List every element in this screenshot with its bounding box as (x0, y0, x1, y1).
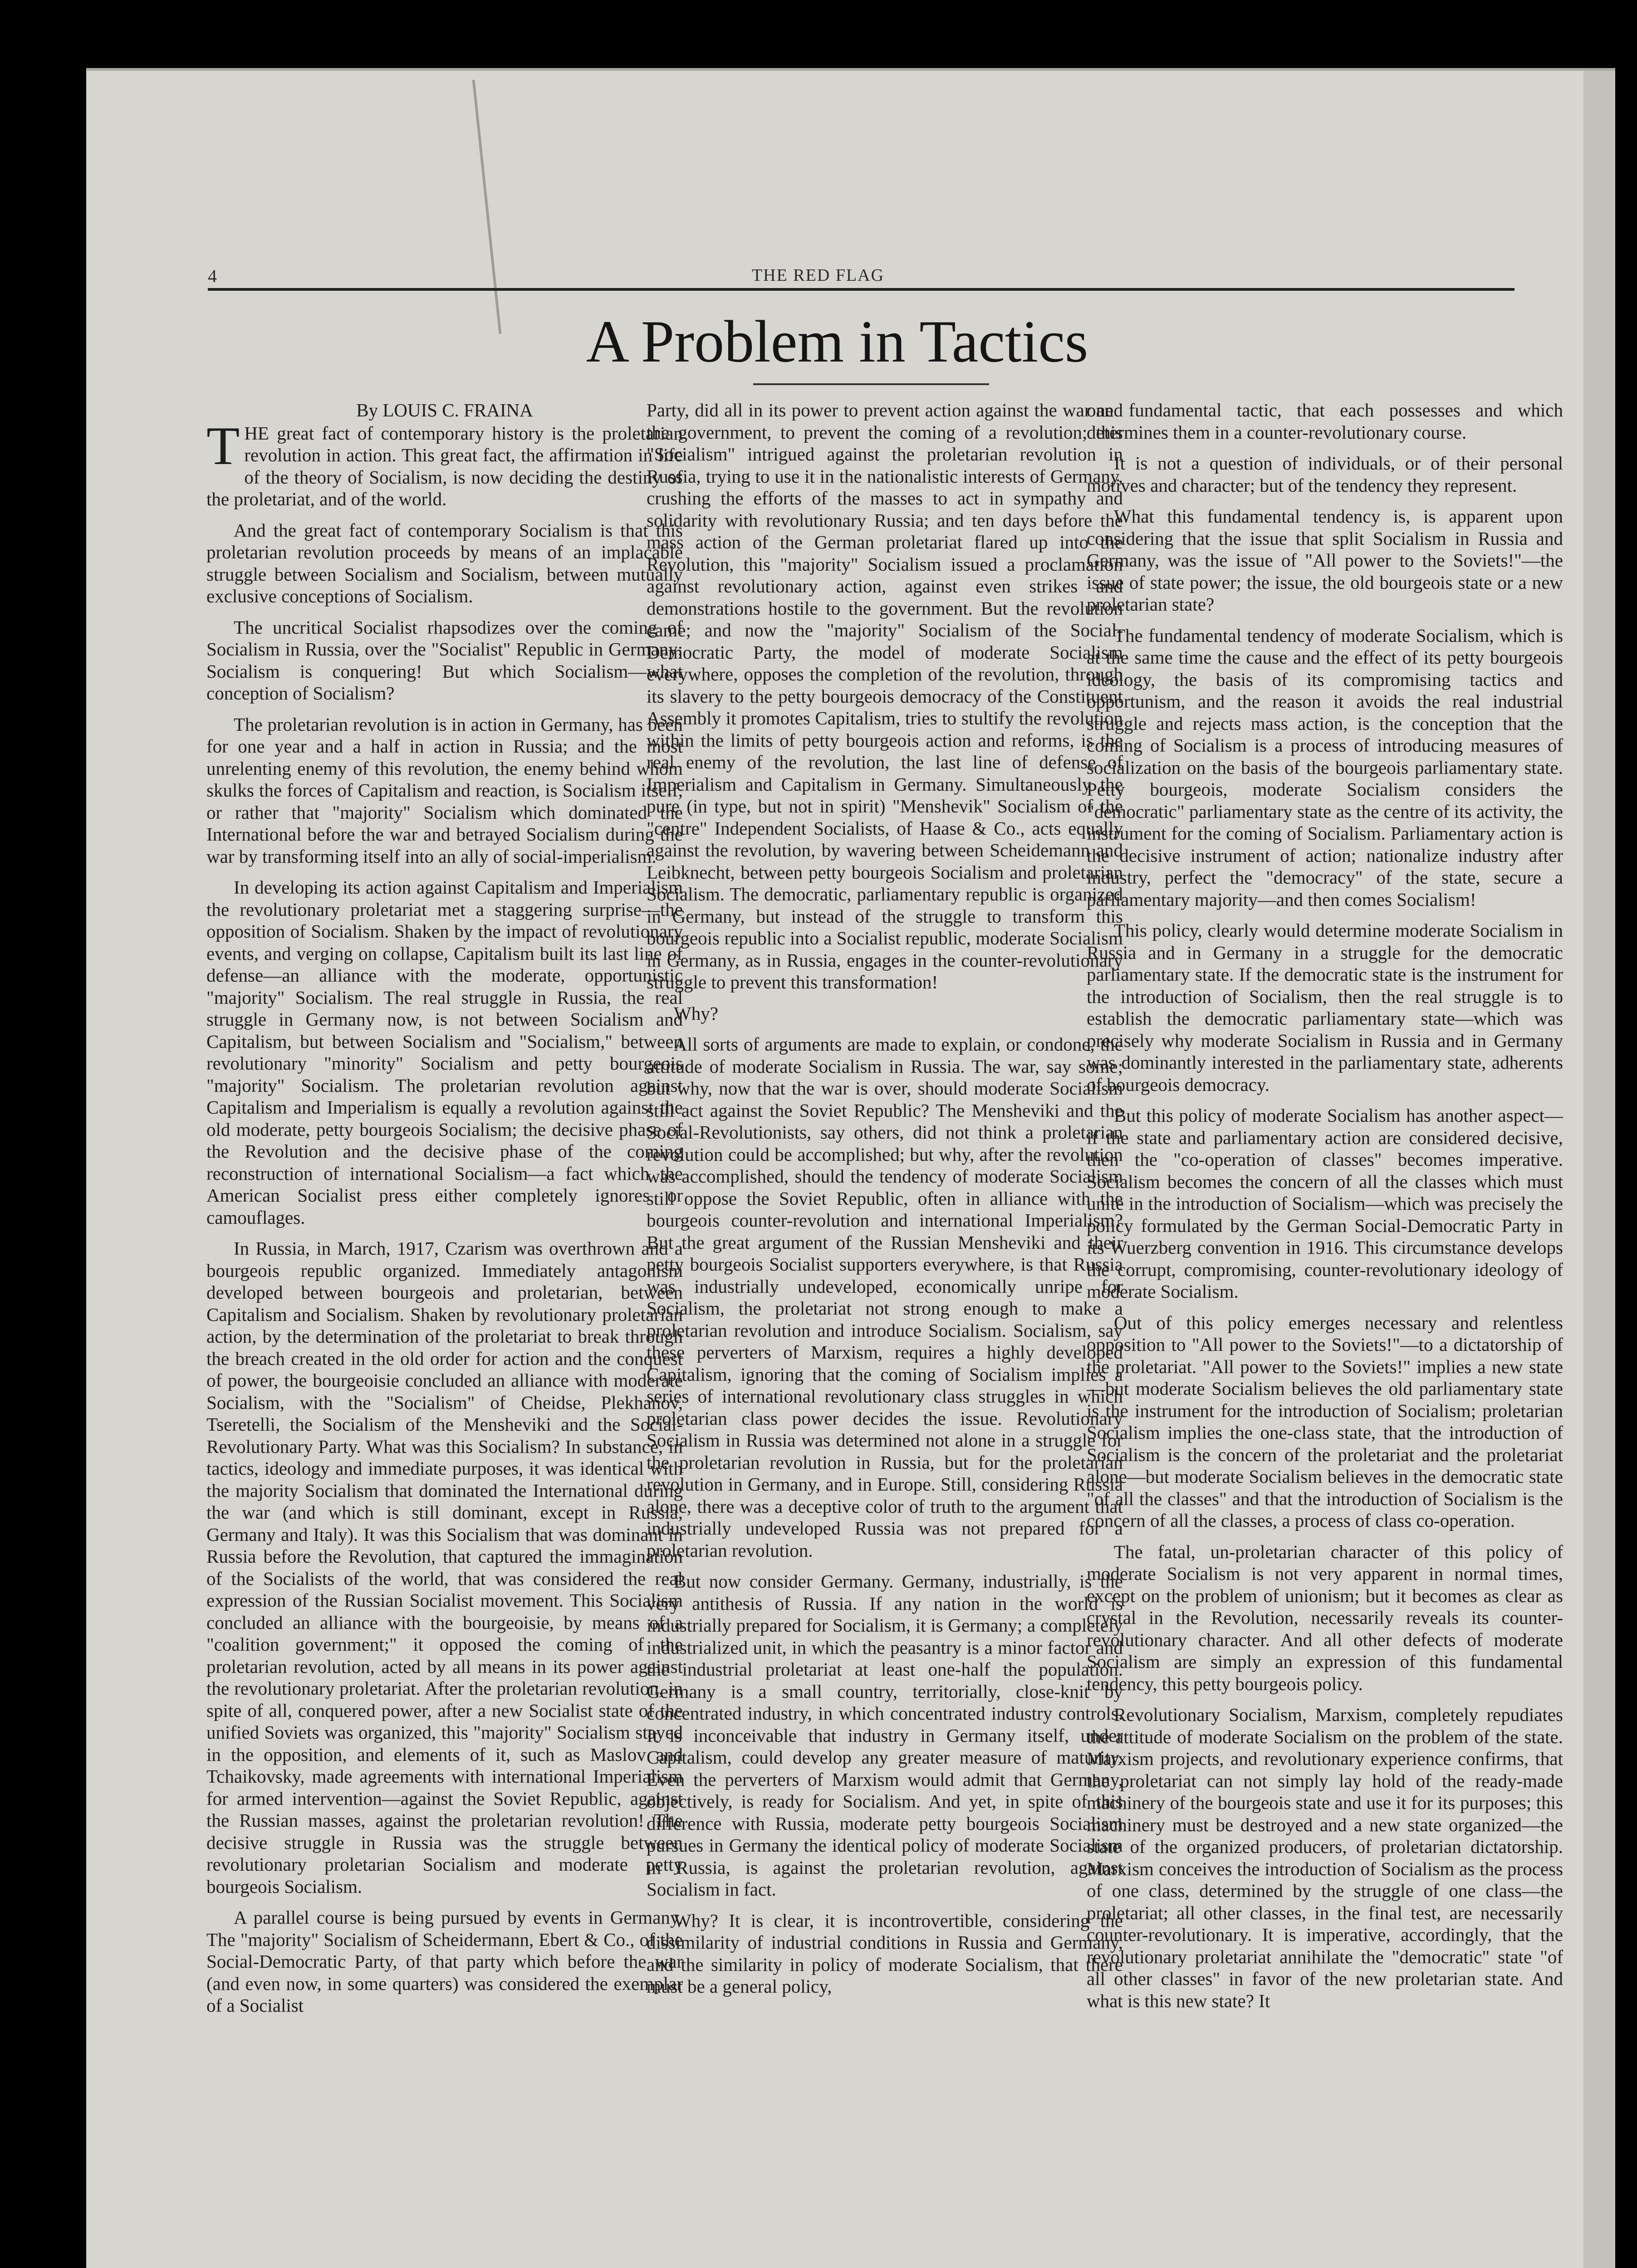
paragraph: In developing its action against Capitalism and Imperialism the revolutionary proletariat met a staggering surprise—the opposition of Socialism. Shaken by the impact of revolutionary events, and verging on collapse, Capitalism built its last line of defense—an alliance with the moderate, opportunistic "majority" Socialism. The real struggle in Russia, the real struggle in Germany now, is not between Socialism and Capitalism, but between Socialism and "Socialism," between revolutionary "minority" Socialism and petty bourgeois "majority" Socialism. The proletarian revolution against Capitalism and Imperialism is equally a revolution against the old moderate, petty bourgeois Socialism; the decisive phase of the Revolution and the decisive phase of the coming reconstruction of international Socialism—a fact which the American Socialist press either completely ignores or camouflages. (206, 877, 683, 1228)
title-rule (753, 383, 989, 385)
running-head: THE RED FLAG (751, 266, 885, 285)
paragraph: The fatal, un-proletarian character of this policy of moderate Socialism is not very apparent in normal times, except on the problem of unionism; but it becomes as clear as crystal in the Revolution, necessarily reveals its counter-revolutionary character. And all other defects of moderate Socialism are simply an expression of this fundamental tendency, this petty bourgeois policy. (1087, 1541, 1563, 1694)
column-2 (647, 399, 1123, 2168)
paragraph: one fundamental tactic, that each possesses and which determines them in a counter-revolutionary course. (1087, 400, 1563, 443)
paragraph: And the great fact of contemporary Socialism is that this proletarian revolution proceeds by means of an implacable struggle between Socialism and Socialism, between mutually exclusive conceptions of Socialism. (206, 519, 683, 606)
paragraph: This policy, clearly would determine moderate Socialism in Russia and in Germany in a struggle for the democratic parliamentary state. If the democratic state is the instrument for the introduction of Socialism, then the real struggle is to establish the democratic parliamentary state—which was precisely why moderate Socialism in Russia and in Germany was dominantly interested in the parliamentary state, adherents of bourgeois democracy. (1087, 920, 1563, 1095)
paragraph: Why? (674, 1002, 718, 1024)
paragraph: The fundamental tendency of moderate Socialism, which is at the same time the cause and the effect of its petty bourgeois ideology, the basis of its compromising tactics and opportunism, and the reason it avoids the real industrial struggle and rejects mass action, is the conception that the coming of Socialism is a process of introducing measures of socialization on the basis of the bourgeois parliamentary state. Petty bourgeois, moderate Socialism considers the "democratic" parliamentary state as the centre of its activity, the instrument for the coming of Socialism. Parliamentary action is the decisive instrument of action; nationalize industry after industry, perfect the "democracy" of the state, secure a parliamentary majority—and then comes Socialism! (1087, 625, 1563, 910)
lead-paragraph (206, 415, 683, 510)
paragraph: Out of this policy emerges necessary and relentless opposition to "All power to the Soviets!"—to a dictatorship of the proletariat. "All power to the Soviets!" implies a new state—but moderate Socialism believes the old parliamentary state is the instrument for the introduction of Socialism; proletarian Socialism implies the one-class state, that the introduction of Socialism is the concern of the proletariat and the proletariat alone—but moderate Socialism believes in the democratic state "of all the classes" and that the introduction of Socialism is the concern of all the classes, a process of class co-operation. (1087, 1312, 1563, 1531)
paragraph: But now consider Germany. Germany, industrially, is the very antithesis of Russia. If any nation in the world is industrially prepared for Socialism, it is Germany; a completely industrialized unit, in which the peasantry is a minor factor and the industrial proletariat at least one-half the population. Germany is a small country, territorially, close-knit by concentrated industry, in which concentrated industry controls. It is inconceivable that industry in Germany itself, under Capitalism, could develop any greater measure of maturity. Even the perverters of Marxism would admit that Germany, objectively, is ready for Socialism. And yet, in spite of this difference with Russia, moderate petty bourgeois Socialism pursues in Germany the identical policy of moderate Socialism in Russia, is against the proletarian revolution, against Socialism in fact. (647, 1571, 1123, 1900)
column-1 (206, 399, 683, 2168)
paragraph: The uncritical Socialist rhapsodizes over the coming of Socialism in Russia, over the "Socialist" Republic in Germany; Socialism is conquering! But which Socialism—what conception of Socialism? (206, 616, 683, 704)
paper-crease (472, 80, 502, 334)
column-3 (1087, 399, 1563, 2168)
drop-cap: T (206, 415, 240, 476)
paragraph: But this policy of moderate Socialism has another aspect—if the state and parliamentary action are considered decisive, then the "co-operation of classes" becomes imperative. Socialism becomes the concern of all the classes which must unite in the introduction of Socialism—which was precisely the policy formulated by the German Social-Democratic Party in its Wuerzberg convention in 1916. This circumstance develops the corrupt, compromising, counter-revolutionary ideology of moderate Socialism. (1087, 1105, 1563, 1302)
paragraph: Revolutionary Socialism, Marxism, completely repudiates the attitude of moderate Socialism on the problem of the state. Marxism projects, and revolutionary experience confirms, that the proletariat can not simply lay hold of the ready-made machinery of the bourgeois state and use it for its purposes; this machinery must be destroyed and a new state organized—the state of the organized producers, of proletarian dictatorship. Marxism conceives the introduction of Socialism as the process of one class, determined by the struggle of one class—the proletariat; all other classes, in the final test, are necessarily counter-revolutionary. It is imperative, accordingly, that the revolutionary proletariat annihilate the "democratic" state "of all other classes" in favor of the new proletarian state. And what is this new state? It (1087, 1704, 1563, 2011)
page-number: 4 (208, 266, 217, 286)
paragraph: All sorts of arguments are made to explain, or condone, the attitude of moderate Socialism in Russia. The war, say some; but why, now that the war is over, should moderate Socialism still act against the Soviet Republic? The Mensheviki and the Social-Revolutionists, say others, did not think a proletarian revolution could be accomplished; but why, after the revolution was accomplished, should the tendency of moderate Socialism still oppose the Soviet Republic, often in alliance with the bourgeois counter-revolution and international Imperialism? But the great argument of the Russian Mensheviki and their petty bourgeois Socialist supporters everywhere, is that Russia was industrially undeveloped, economically unripe for Socialism, the proletariat not strong enough to make a proletarian revolution and introduce Socialism. Socialism, say these perverters of Marxism, requires a highly developed Capitalism, ignoring that the coming of Socialism implies a series of international revolutionary class struggles in which proletarian class power decides the issue. Revolutionary Socialism in Russia was determined not alone in a struggle for the proletarian revolution in Russia, but for the proletarian revolution in Germany, and in Europe. Still, considering Russia alone, there was a deceptive color of truth to the argument that industrially undeveloped Russia was not prepared for a proletarian revolution. (647, 1034, 1123, 1561)
paragraph: In Russia, in March, 1917, Czarism was overthrown and a bourgeois republic organized. Immediately antagonism developed between bourgeois and proletarian, between Capitalism and Socialism. Shaken by revolutionary proletarian action, by the determination of the proletariat to break through the breach created in the old order for action and the conquest of power, the bourgeoisie concluded an alliance with moderate Socialism, with the "Socialism" of Cheidse, Plekhanov, Tseretelli, the Socialism of the Mensheviki and the Social-Revolutionary Party. What was this Socialism? In substance, in tactics, ideology and immediate purposes, it was identical with the majority Socialism that dominated the International during the war (and which is still dominant, except in Russia, Germany and Italy). It was this Socialism that was dominant in Russia before the Revolution, that captured the immagination of the Socialists of the world, that was considered the real expression of the Russian Socialist movement. This Socialism concluded an alliance with the bourgeoisie, by means of a "coalition government;" it opposed the coming of the proletarian revolution, acted by all means in its power against the revolutionary proletariat. After the proletarian revolution, in spite of all, conquered power, after a new Socialist state of the unified Soviets was organized, this "majority" Socialism stayed in the opposition, and elements of it, such as Maslov and Tchaikovsky, made agreements with international Imperialism for armed intervention—against the Soviet Republic, against the Russian masses, against the proletarian revolution! The decisive struggle in Russia was the struggle between revolutionary proletarian Socialism and moderate petty bourgeois Socialism. (206, 1238, 683, 1897)
paragraph: The proletarian revolution is in action in Germany, has been for one year and a half in action in Russia; and the most unrelenting enemy of this revolution, the enemy behind whom skulks the forces of Capitalism and reaction, is Socialism itself, or rather that "majority" Socialism which dominated the International before the war and betrayed Socialism during the war by transforming itself into an ally of social-imperialism. (206, 714, 683, 867)
header-rule (208, 288, 1514, 291)
page-fold (1583, 71, 1615, 2268)
byline: By LOUIS C. FRAINA (356, 400, 533, 420)
paragraph: Party, did all in its power to prevent action against the war and the government, to prevent the coming of a revolution; this "Socialism" intrigued against the proletarian revolution in Russia, trying to use it in the nationalistic interests of Germany, crushing the efforts of the masses to act in sympathy and solidarity with revolutionary Russia; and ten days before the mass action of the German proletariat flared up into the Revolution, this "majority" Socialism issued a proclamation against revolutionary action, against even strikes and demonstrations hostile to the government. But the revolution came; and now the "majority" Socialism of the Social-Democratic Party, the model of moderate Socialism everywhere, opposes the completion of the revolution, through its slavery to the petty bourgeois democracy of the Constituent Assembly it promotes Capitalism, tries to stultify the revolution within the limits of petty bourgeois action and reforms, is the real enemy of the revolution, the last line of defense of Imperialism and Capitalism in Germany. Simultaneously the pure (in type, but not in spirit) "Menshevik" Socialism of the "centre" Independent Socialists, of Haase & Co., acts equally against the revolution, by wavering between Scheidemann and Leibknecht, between petty bourgeois Socialism and proletarian Socialism. The democratic, parliamentary republic is organized in Germany, but instead of the struggle to transform this bourgeois republic into a Socialist republic, moderate Socialism in Germany, as in Russia, engages in the counter-revolutionary struggle to prevent this transformation! (647, 400, 1123, 992)
paragraph: A parallel course is being pursued by events in Germany. The "majority" Socialism of Scheidermann, Ebert & Co., of the Social-Democratic Party, of that party which before the war (and even now, in some quarters) was considered the exemplar of a Socialist (206, 1907, 683, 2016)
paragraph: Why? It is clear, it is incontrovertible, considering the dissimilarity of industrial conditions in Russia and Germany, and the similarity in policy of moderate Socialism, that there must be a general policy, (647, 1910, 1123, 1997)
paragraph-text: HE great fact of contemporary history is the proletarian revolution in action. This great fact, the affirmation in life of the theory of Socialism, is now deciding the destiny of the proletariat, and of the world. (206, 422, 683, 509)
paragraph: What this fundamental tendency is, is apparent upon considering that the issue that split Socialism in Russia and Germany, was the issue of "All power to the Soviets!"—the issue of state power; the issue, the old bourgeois state or a new proletarian state? (1087, 506, 1563, 615)
article-title: A Problem in Tactics (586, 308, 1088, 375)
paragraph: It is not a question of individuals, or of their personal motives and character; but of the tendency they represent. (1087, 453, 1563, 496)
page-header (117, 265, 1519, 288)
